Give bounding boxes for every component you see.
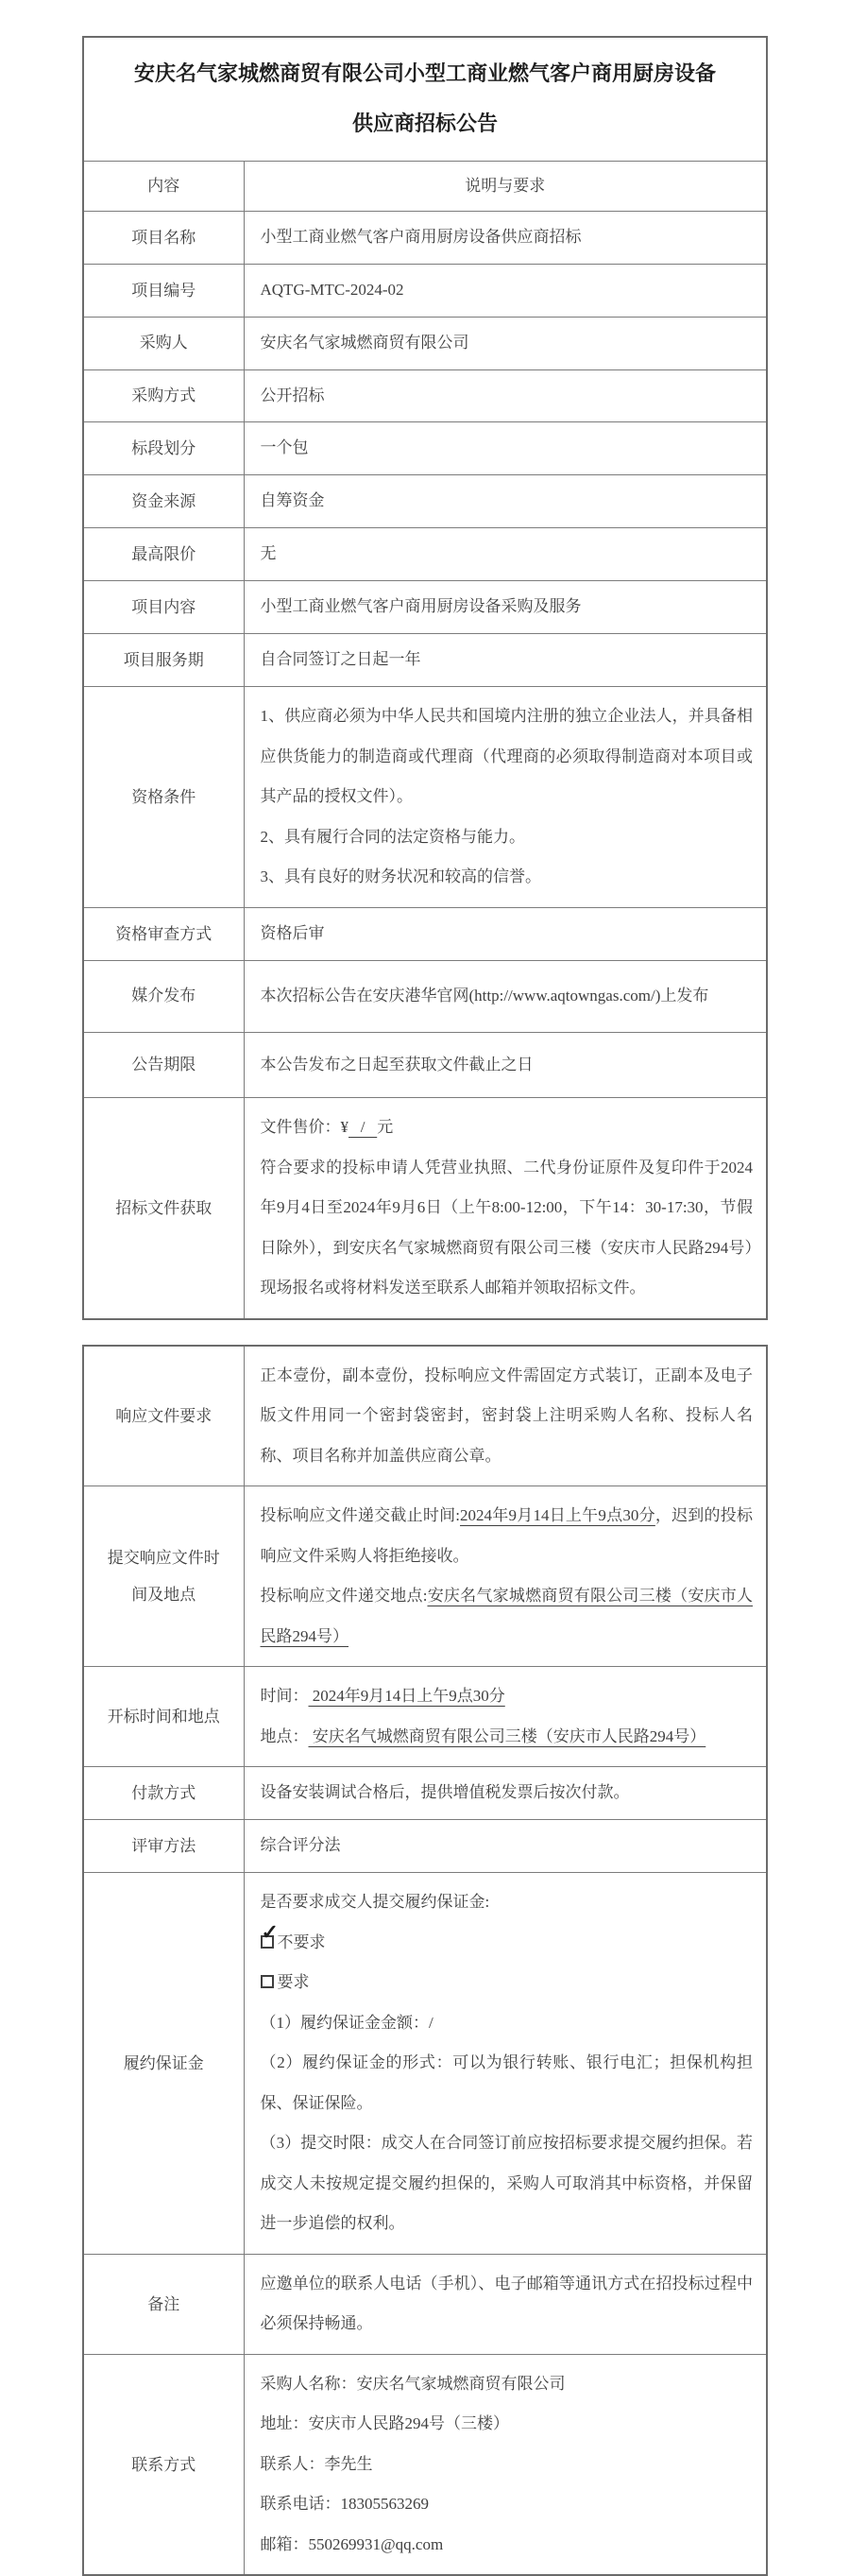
row-evaluation-method-label: 评审方法 — [83, 1820, 244, 1873]
row-bid-opening-value — [244, 1667, 767, 1767]
row-notice-period — [83, 1032, 767, 1098]
row-qualification — [83, 687, 767, 908]
qualification-item-2: 2、具有履行合同的法定资格与能力。 — [260, 827, 525, 846]
row-response-requirements — [83, 1346, 767, 1486]
row-response-requirements-label: 响应文件要求 — [83, 1346, 244, 1486]
bid-opening-time-value: 2024年9月14日上午9点30分 — [308, 1687, 505, 1706]
row-purchaser — [83, 317, 767, 369]
contact-phone: 联系电话：18305563269 — [260, 2495, 429, 2514]
document-price-suffix: 元 — [377, 1118, 394, 1137]
contact-email: 邮箱：550269931@qq.com — [260, 2534, 444, 2553]
row-price-ceiling-value: 无 — [244, 528, 767, 581]
row-performance-bond-value — [244, 1873, 767, 2255]
row-qualification-review — [83, 907, 767, 960]
submission-place-prefix: 投标响应文件递交地点: — [260, 1587, 428, 1606]
row-funding-source-label: 资金来源 — [83, 475, 244, 528]
checkbox-unchecked-icon — [261, 1975, 274, 1988]
row-payment-method-value: 设备安装调试合格后，提供增值税发票后按次付款。 — [244, 1767, 767, 1820]
contact-person: 联系人：李先生 — [260, 2454, 373, 2473]
bid-opening-time-prefix: 时间： — [260, 1687, 309, 1706]
document-title-line2: 供应商招标公告 — [351, 111, 498, 135]
bond-option-not-required-label: 不要求 — [277, 1932, 326, 1951]
row-procurement-method-label: 采购方式 — [83, 369, 244, 422]
row-document-obtain-label: 招标文件获取 — [83, 1098, 244, 1319]
bond-item-2: （2）履约保证金的形式：可以为银行转账、银行电汇；担保机构担保、保证保险。 — [260, 2053, 753, 2112]
submission-place-line — [261, 1576, 754, 1657]
row-service-period-value: 自合同签订之日起一年 — [244, 634, 767, 687]
row-document-obtain — [83, 1098, 767, 1319]
row-evaluation-method-value: 综合评分法 — [244, 1820, 767, 1873]
row-project-content-label: 项目内容 — [83, 581, 244, 634]
row-payment-method — [83, 1767, 767, 1820]
row-contact-info-label: 联系方式 — [83, 2354, 244, 2575]
submission-deadline-suffix: ，迟到的投标响应文件采购人将拒绝接收。 — [260, 1506, 754, 1565]
bond-question: 是否要求成交人提交履约保证金: — [260, 1893, 490, 1912]
row-performance-bond — [83, 1873, 767, 2255]
document-price-blank: / — [348, 1118, 378, 1137]
tender-announcement-document — [82, 36, 768, 2576]
title-row — [83, 37, 767, 161]
submission-place-value: 安庆名气家城燃商贸有限公司三楼（安庆市人民路294号） — [260, 1587, 753, 1645]
row-project-name-value: 小型工商业燃气客户商用厨房设备供应商招标 — [244, 211, 767, 264]
submission-deadline-prefix: 投标响应文件递交截止时间: — [260, 1506, 461, 1525]
row-procurement-method — [83, 369, 767, 422]
row-contact-info — [83, 2354, 767, 2575]
row-purchaser-value: 安庆名气家城燃商贸有限公司 — [244, 317, 767, 369]
row-remark-value: 应邀单位的联系人电话（手机）、电子邮箱等通讯方式在招投标过程中必须保持畅通。 — [244, 2254, 767, 2354]
row-submission-time-place-value — [244, 1486, 767, 1667]
row-service-period — [83, 634, 767, 687]
row-lot-division-label: 标段划分 — [83, 422, 244, 475]
row-qualification-review-value: 资格后审 — [244, 907, 767, 960]
row-performance-bond-label: 履约保证金 — [83, 1873, 244, 2255]
row-project-content-value: 小型工商业燃气客户商用厨房设备采购及服务 — [244, 581, 767, 634]
row-purchaser-label: 采购人 — [83, 317, 244, 369]
contact-purchaser-name: 采购人名称：安庆名气家城燃商贸有限公司 — [260, 2374, 566, 2393]
announcement-table-bottom — [82, 1345, 768, 2576]
announcement-table-top — [82, 36, 768, 1320]
table-separator — [82, 1320, 768, 1345]
document-title — [83, 37, 767, 161]
row-project-number-label: 项目编号 — [83, 264, 244, 317]
document-price-prefix: 文件售价：¥ — [260, 1118, 348, 1137]
contact-address: 地址：安庆市人民路294号（三楼） — [260, 2414, 509, 2433]
row-project-content — [83, 581, 767, 634]
row-qualification-review-label: 资格审查方式 — [83, 907, 244, 960]
document-title-line1: 安庆名气家城燃商贸有限公司小型工商业燃气客户商用厨房设备 — [133, 61, 716, 85]
bid-opening-place-value: 安庆名气城燃商贸有限公司三楼（安庆市人民路294号） — [308, 1726, 706, 1745]
row-price-ceiling — [83, 528, 767, 581]
row-media-publication-value: 本次招标公告在安庆港华官网(http://www.aqtowngas.com/)上发布 — [244, 960, 767, 1032]
row-funding-source-value: 自筹资金 — [244, 475, 767, 528]
row-remark-label: 备注 — [83, 2254, 244, 2354]
row-evaluation-method — [83, 1820, 767, 1873]
qualification-item-1: 1、供应商必须为中华人民共和国境内注册的独立企业法人，并具备相应供货能力的制造商或代理商（代理商的必须取得制造商对本项目或其产品的授权文件）。 — [260, 707, 753, 806]
row-project-number-value: AQTG-MTC-2024-02 — [244, 264, 767, 317]
row-remark — [83, 2254, 767, 2354]
row-project-number — [83, 264, 767, 317]
table-header-row — [83, 161, 767, 211]
column-header-content: 内容 — [83, 161, 244, 211]
row-service-period-label: 项目服务期 — [83, 634, 244, 687]
checkbox-checked-icon — [261, 1935, 274, 1949]
row-qualification-value — [244, 687, 767, 908]
row-document-obtain-value — [244, 1098, 767, 1319]
row-notice-period-label: 公告期限 — [83, 1032, 244, 1098]
row-bid-opening — [83, 1667, 767, 1767]
bond-option-required-label: 要求 — [277, 1973, 310, 1992]
bid-opening-place-line — [261, 1717, 754, 1758]
row-funding-source — [83, 475, 767, 528]
row-media-publication-label: 媒介发布 — [83, 960, 244, 1032]
row-lot-division-value: 一个包 — [244, 422, 767, 475]
row-project-name — [83, 211, 767, 264]
row-submission-time-place-label: 提交响应文件时间及地点 — [83, 1486, 244, 1667]
bid-opening-time-line — [261, 1676, 754, 1717]
bond-option-required — [261, 1963, 754, 2003]
row-price-ceiling-label: 最高限价 — [83, 528, 244, 581]
document-price-line — [261, 1108, 754, 1148]
submission-deadline-value: 2024年9月14日上午9点30分 — [460, 1506, 655, 1525]
submission-deadline-line — [261, 1496, 754, 1576]
row-qualification-label: 资格条件 — [83, 687, 244, 908]
row-submission-time-place — [83, 1486, 767, 1667]
row-media-publication — [83, 960, 767, 1032]
row-response-requirements-value: 正本壹份，副本壹份，投标响应文件需固定方式装订，正副本及电子版文件用同一个密封袋密封，密封袋上注明采购人名称、投标人名称、项目名称并加盖供应商公章。 — [244, 1346, 767, 1486]
column-header-description: 说明与要求 — [244, 161, 767, 211]
bond-option-not-required — [261, 1923, 754, 1964]
row-notice-period-value: 本公告发布之日起至获取文件截止之日 — [244, 1032, 767, 1098]
bid-opening-place-prefix: 地点： — [260, 1726, 309, 1745]
row-contact-info-value — [244, 2354, 767, 2575]
row-lot-division — [83, 422, 767, 475]
document-obtain-paragraph: 符合要求的投标申请人凭营业执照、二代身份证原件及复印件于2024年9月4日至2024年9月6日（上午8:00-12:00，下午14：30-17:30，节假日除外），到安庆名气家城燃商贸有限公司三楼（安庆市人民路294号）现场报名或将材料发送至联系人邮箱并领取招标文件。 — [260, 1158, 753, 1297]
row-project-name-label: 项目名称 — [83, 211, 244, 264]
bond-item-1: （1）履约保证金金额：/ — [260, 2013, 434, 2032]
row-procurement-method-value: 公开招标 — [244, 369, 767, 422]
qualification-item-3: 3、具有良好的财务状况和较高的信誉。 — [260, 867, 541, 886]
bond-item-3: （3）提交时限：成交人在合同签订前应按招标要求提交履约担保。若成交人未按规定提交履约担保的，采购人可取消其中标资格，并保留进一步追偿的权利。 — [260, 2134, 753, 2233]
row-bid-opening-label: 开标时间和地点 — [83, 1667, 244, 1767]
row-payment-method-label: 付款方式 — [83, 1767, 244, 1820]
